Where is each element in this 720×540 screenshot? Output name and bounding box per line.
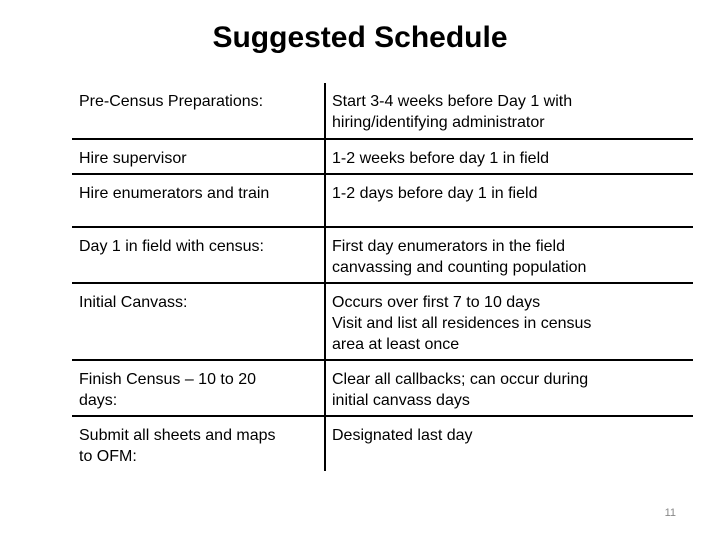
step-cell: Initial Canvass: (72, 283, 325, 360)
page-title: Suggested Schedule (212, 21, 508, 54)
schedule-table (72, 83, 693, 471)
page-number: 11 (664, 507, 676, 519)
table-row (72, 139, 693, 174)
timing-cell: 1-2 days before day 1 in field (325, 174, 693, 227)
timing-cell: Occurs over first 7 to 10 days Visit and list all residences in census area at least once (325, 283, 693, 360)
step-cell: Submit all sheets and maps to OFM: (72, 416, 325, 471)
timing-cell: Clear all callbacks; can occur during initial canvass days (325, 360, 693, 416)
step-cell: Pre-Census Preparations: (72, 83, 325, 139)
table-row (72, 283, 693, 360)
table-row (72, 174, 693, 227)
table-row (72, 83, 693, 139)
table-row (72, 360, 693, 416)
timing-cell: 1-2 weeks before day 1 in field (325, 139, 693, 174)
step-cell: Day 1 in field with census: (72, 227, 325, 283)
table-row (72, 227, 693, 283)
step-cell: Hire enumerators and train (72, 174, 325, 227)
timing-cell: First day enumerators in the field canvassing and counting population (325, 227, 693, 283)
table-row (72, 416, 693, 471)
timing-cell: Designated last day (332, 427, 473, 444)
step-cell: Finish Census – 10 to 20 days: (72, 360, 325, 416)
step-cell: Hire supervisor (72, 139, 325, 174)
timing-cell: Start 3-4 weeks before Day 1 with hiring/identifying administrator (325, 83, 693, 139)
